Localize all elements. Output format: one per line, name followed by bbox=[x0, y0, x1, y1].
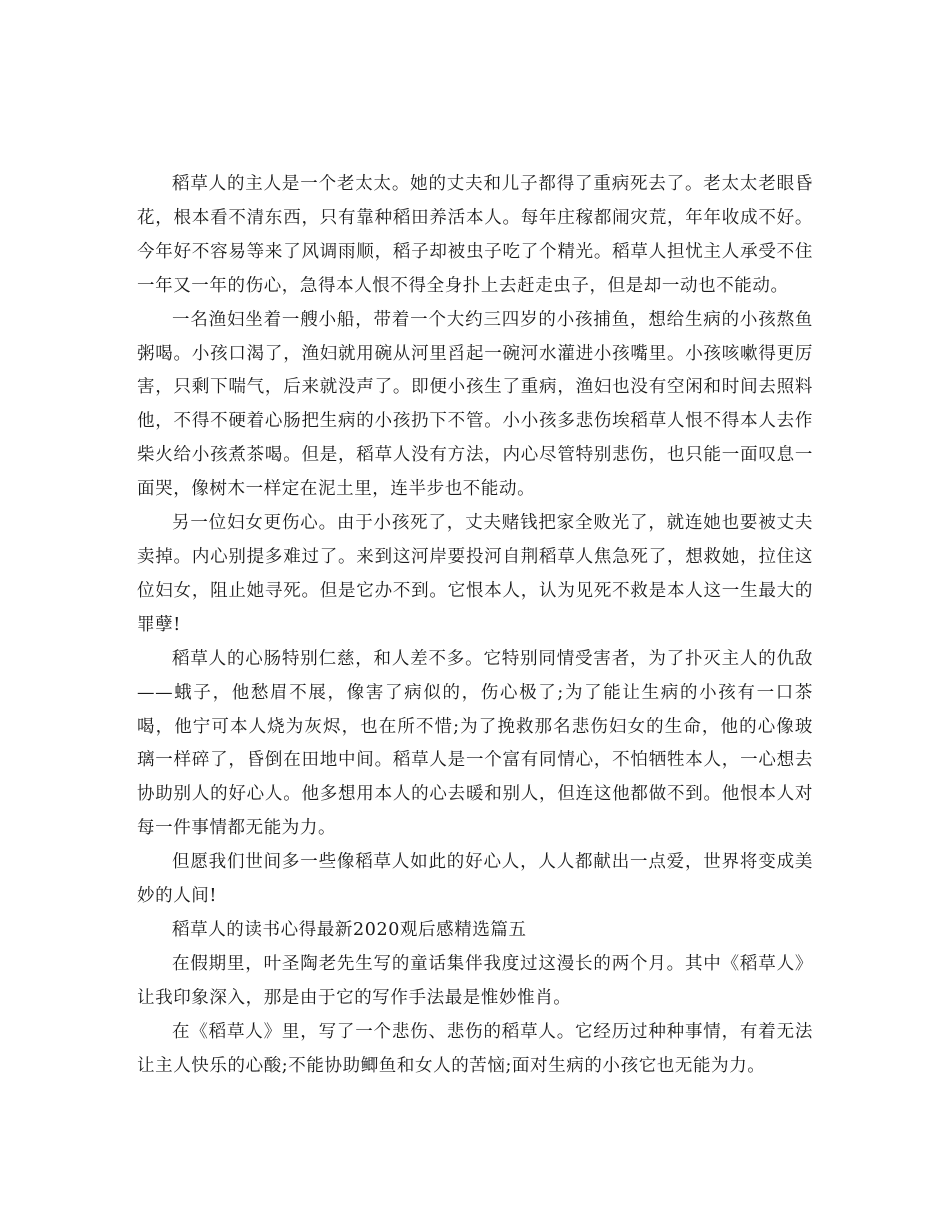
section-heading: 稻草人的读书心得最新2020观后感精选篇五 bbox=[172, 919, 527, 940]
paragraph-owner: 稻草人的主人是一个老太太。她的丈夫和儿子都得了重病死去了。老太太老眼昏花，根本看不清东西，只有靠种稻田养活本人。每年庄稼都闹灾荒，年年收成不好。今年好不容易等来了风调雨顺，稻子却被虫子吃了个精光。稻草人担忧主人承受不住一年又一年的伤心，急得本人恨不得全身扑上去赶走虫子，但是却一动也不能动。 bbox=[137, 174, 813, 296]
document-body bbox=[137, 168, 813, 1083]
paragraph-summary: 在《稻草人》里，写了一个悲伤、悲伤的稻草人。它经历过种种事情，有着无法让主人快乐的心酸;不能协助鲫鱼和女人的苦恼;面对生病的小孩它也无能为力。 bbox=[137, 1021, 813, 1076]
paragraph-kindness: 稻草人的心肠特别仁慈，和人差不多。它特别同情受害者，为了扑灭主人的仇敌——蛾子，他愁眉不展，像害了病似的，伤心极了;为了能让生病的小孩有一口茶喝，他宁可本人烧为灰烬，也在所不惜;为了挽救那名悲伤妇女的生命，他的心像玻璃一样碎了，昏倒在田地中间。稻草人是一个富有同情心，不怕牺牲本人，一心想去协助别人的好心人。他多想用本人的心去暖和别人，但连这他都做不到。他恨本人对每一件事情都无能为力。 bbox=[137, 648, 813, 839]
paragraph-fisherwoman: 一名渔妇坐着一艘小船，带着一个大约三四岁的小孩捕鱼，想给生病的小孩熬鱼粥喝。小孩口渴了，渔妇就用碗从河里舀起一碗河水灌进小孩嘴里。小孩咳嗽得更厉害，只剩下喘气，后来就没声了。即便小孩生了重病，渔妇也没有空闲和时间去照料他，不得不硬着心肠把生病的小孩扔下不管。小小孩多悲伤埃稻草人恨不得本人去作柴火给小孩煮茶喝。但是，稻草人没有方法，内心尽管特别悲伤，也只能一面叹息一面哭，像树木一样定在泥土里，连半步也不能动。 bbox=[137, 309, 813, 500]
paragraph-holiday: 在假期里，叶圣陶老先生写的童话集伴我度过这漫长的两个月。其中《稻草人》让我印象深入，那是由于它的写作手法最是惟妙惟肖。 bbox=[137, 953, 813, 1008]
paragraph-woman: 另一位妇女更伤心。由于小孩死了，丈夫赌钱把家全败光了，就连她也要被丈夫卖掉。内心别提多难过了。来到这河岸要投河自荆稻草人焦急死了，想救她，拉住这位妇女，阻止她寻死。但是它办不到。它恨本人，认为见死不救是本人这一生最大的罪孽! bbox=[137, 513, 813, 635]
paragraph-wish: 但愿我们世间多一些像稻草人如此的好心人，人人都献出一点爱，世界将变成美妙的人间! bbox=[137, 852, 813, 907]
